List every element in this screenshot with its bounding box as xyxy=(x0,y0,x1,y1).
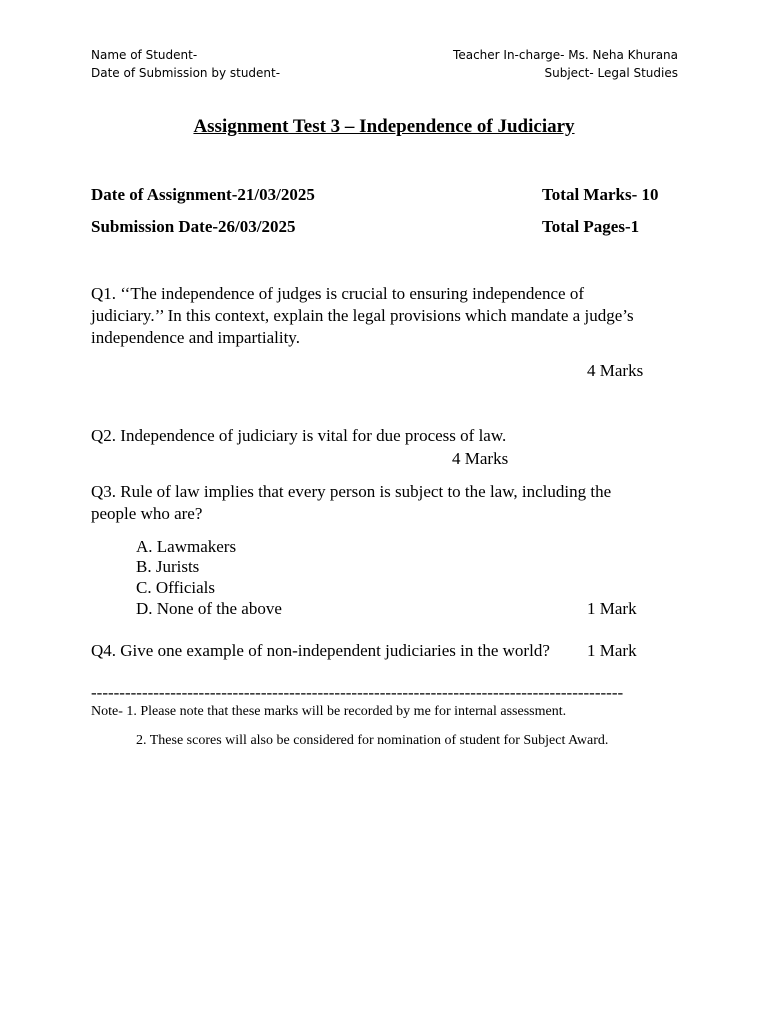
question-4-marks: 1 Mark xyxy=(587,641,637,660)
dashed-divider: ---------------------------------------------------------------------------------------------- xyxy=(91,683,624,702)
question-3-line-1: Q3. Rule of law implies that every person is subject to the law, including the xyxy=(91,482,612,501)
question-4-text: Q4. Give one example of non-independent judiciaries in the world? xyxy=(91,641,550,660)
submission-date: Submission Date-26/03/2025 xyxy=(91,217,296,236)
question-1-line-3: independence and impartiality. xyxy=(91,328,300,347)
question-1-marks: 4 Marks xyxy=(587,361,644,380)
question-3-line-2: people who are? xyxy=(91,504,203,523)
question-2-text: Q2. Independence of judiciary is vital for due process of law. xyxy=(91,426,507,445)
total-pages: Total Pages-1 xyxy=(542,217,640,236)
teacher-in-charge: Teacher In-charge- Ms. Neha Khurana xyxy=(453,48,678,62)
total-marks: Total Marks- 10 xyxy=(542,185,659,204)
note-2: 2. These scores will also be considered for nomination of student for Subject Award. xyxy=(136,733,609,748)
subject-label: Subject- Legal Studies xyxy=(544,66,678,80)
option-c: C. Officials xyxy=(136,578,216,597)
option-b: B. Jurists xyxy=(136,557,200,576)
submission-date-label: Date of Submission by student- xyxy=(91,66,281,80)
page-title: Assignment Test 3 – Independence of Judiciary xyxy=(193,116,575,137)
note-1: Note- 1. Please note that these marks will be recorded by me for internal assessment. xyxy=(91,704,567,719)
question-2-marks: 4 Marks xyxy=(452,449,509,468)
student-name-label: Name of Student- xyxy=(91,48,198,62)
question-3-marks: 1 Mark xyxy=(587,599,637,618)
question-1-line-2: judiciary.’’ In this context, explain the legal provisions which mandate a judge’s xyxy=(91,306,634,325)
option-a: A. Lawmakers xyxy=(136,537,237,556)
question-1-line-1: Q1. ‘‘The independence of judges is crucial to ensuring independence of xyxy=(91,284,584,303)
date-of-assignment: Date of Assignment-21/03/2025 xyxy=(91,185,315,204)
option-d: D. None of the above xyxy=(136,599,282,618)
